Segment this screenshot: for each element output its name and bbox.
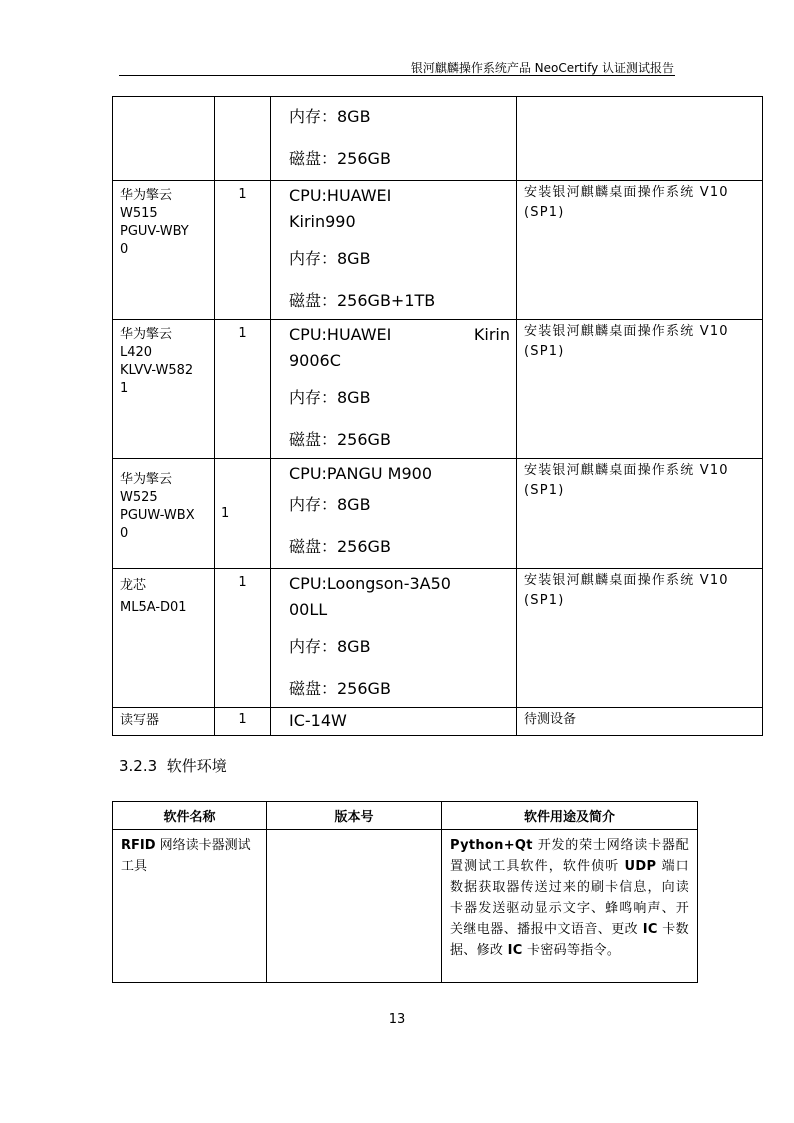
config-cell [271, 320, 517, 459]
device-name-cell [113, 97, 215, 181]
device-name-cell: 华为擎云 W515 PGUV-WBY 0 [113, 181, 215, 320]
quantity-cell: 1 [215, 459, 271, 569]
disk-spec: 磁盘：256GB+1TB [289, 291, 436, 310]
header-rule [119, 75, 675, 76]
note-cell: 待测设备 [517, 708, 763, 736]
cpu-spec-line1: CPU:HUAWEI Kirin [289, 325, 510, 344]
config-cell [271, 181, 517, 320]
table-row [113, 708, 763, 736]
config-cell [271, 569, 517, 708]
config-cell [271, 708, 517, 736]
software-name-bold: RFID [121, 838, 156, 853]
disk-spec: 磁盘：256GB [289, 430, 391, 449]
memory-spec: 内存：8GB [289, 249, 371, 268]
software-version-cell [267, 830, 442, 983]
quantity-cell [215, 97, 271, 181]
memory-spec: 内存：8GB [289, 637, 371, 656]
quantity-cell: 1 [215, 708, 271, 736]
note-cell: 安装银河麒麟桌面操作系统 V10 (SP1) [517, 569, 763, 708]
memory-spec: 内存：8GB [289, 495, 371, 514]
memory-spec: 内存：8GB [289, 388, 371, 407]
device-name-cell: 华为擎云 W525 PGUW-WBX 0 [113, 459, 215, 569]
config-cell [271, 459, 517, 569]
desc-bold-1: Python+Qt [450, 838, 533, 853]
cpu-spec-line2: 9006C [289, 351, 341, 370]
device-name-cell: 龙芯 ML5A-D01 [113, 569, 215, 708]
cpu-spec [289, 320, 510, 374]
desc-text-3: 卡数据、修改 [450, 922, 689, 958]
cpu-spec: CPU:Loongson-3A50 00LL [289, 574, 451, 619]
cpu-spec: CPU:HUAWEI Kirin990 [289, 186, 392, 231]
desc-text-1: 开发的荣士网络读卡器配置测试工具软件，软件侦听 [450, 838, 689, 874]
disk-spec: 磁盘：256GB [289, 537, 391, 556]
software-description-cell [442, 830, 698, 983]
device-name-cell: 读写器 [113, 708, 215, 736]
note-cell: 安装银河麒麟桌面操作系统 V10 (SP1) [517, 459, 763, 569]
table-row [113, 181, 763, 320]
disk-spec: 磁盘：256GB [289, 149, 391, 168]
software-table [112, 801, 698, 983]
table-row [113, 569, 763, 708]
quantity-cell: 1 [215, 181, 271, 320]
desc-bold-2: UDP [624, 859, 657, 874]
column-header-version: 版本号 [267, 802, 442, 830]
device-name-cell: 华为擎云 L420 KLVV-W582 1 [113, 320, 215, 459]
model-spec: IC-14W [289, 711, 347, 730]
table-row [113, 320, 763, 459]
desc-text-2: 端口数据获取器传送过来的刷卡信息，向读卡器发送驱动显示文字、蜂鸣响声、开关继电器、播报中文语音、更改 [450, 859, 689, 937]
note-cell [517, 97, 763, 181]
table-header-row [113, 802, 698, 830]
column-header-purpose: 软件用途及简介 [442, 802, 698, 830]
desc-text-4: 卡密码等指令。 [522, 943, 621, 958]
quantity-cell: 1 [215, 569, 271, 708]
config-cell [271, 97, 517, 181]
quantity-cell: 1 [215, 320, 271, 459]
table-row [113, 830, 698, 983]
page-number: 13 [388, 1012, 406, 1027]
disk-spec: 磁盘：256GB [289, 679, 391, 698]
software-name-cell [113, 830, 267, 983]
desc-bold-4: IC [507, 943, 523, 958]
table-row [113, 459, 763, 569]
section-title: 3.2.3 软件环境 [119, 757, 227, 775]
memory-spec: 内存：8GB [289, 107, 371, 126]
page-header-title: 银河麒麟操作系统产品 NeoCertify 认证测试报告 [410, 61, 674, 75]
cpu-spec: CPU:PANGU M900 [289, 464, 432, 483]
software-name-text: 网络读卡器测试工具 [121, 838, 251, 874]
note-cell: 安装银河麒麟桌面操作系统 V10 (SP1) [517, 320, 763, 459]
desc-bold-3: IC [642, 922, 658, 937]
column-header-name: 软件名称 [113, 802, 267, 830]
hardware-table [112, 96, 763, 736]
table-row [113, 97, 763, 181]
note-cell: 安装银河麒麟桌面操作系统 V10 (SP1) [517, 181, 763, 320]
